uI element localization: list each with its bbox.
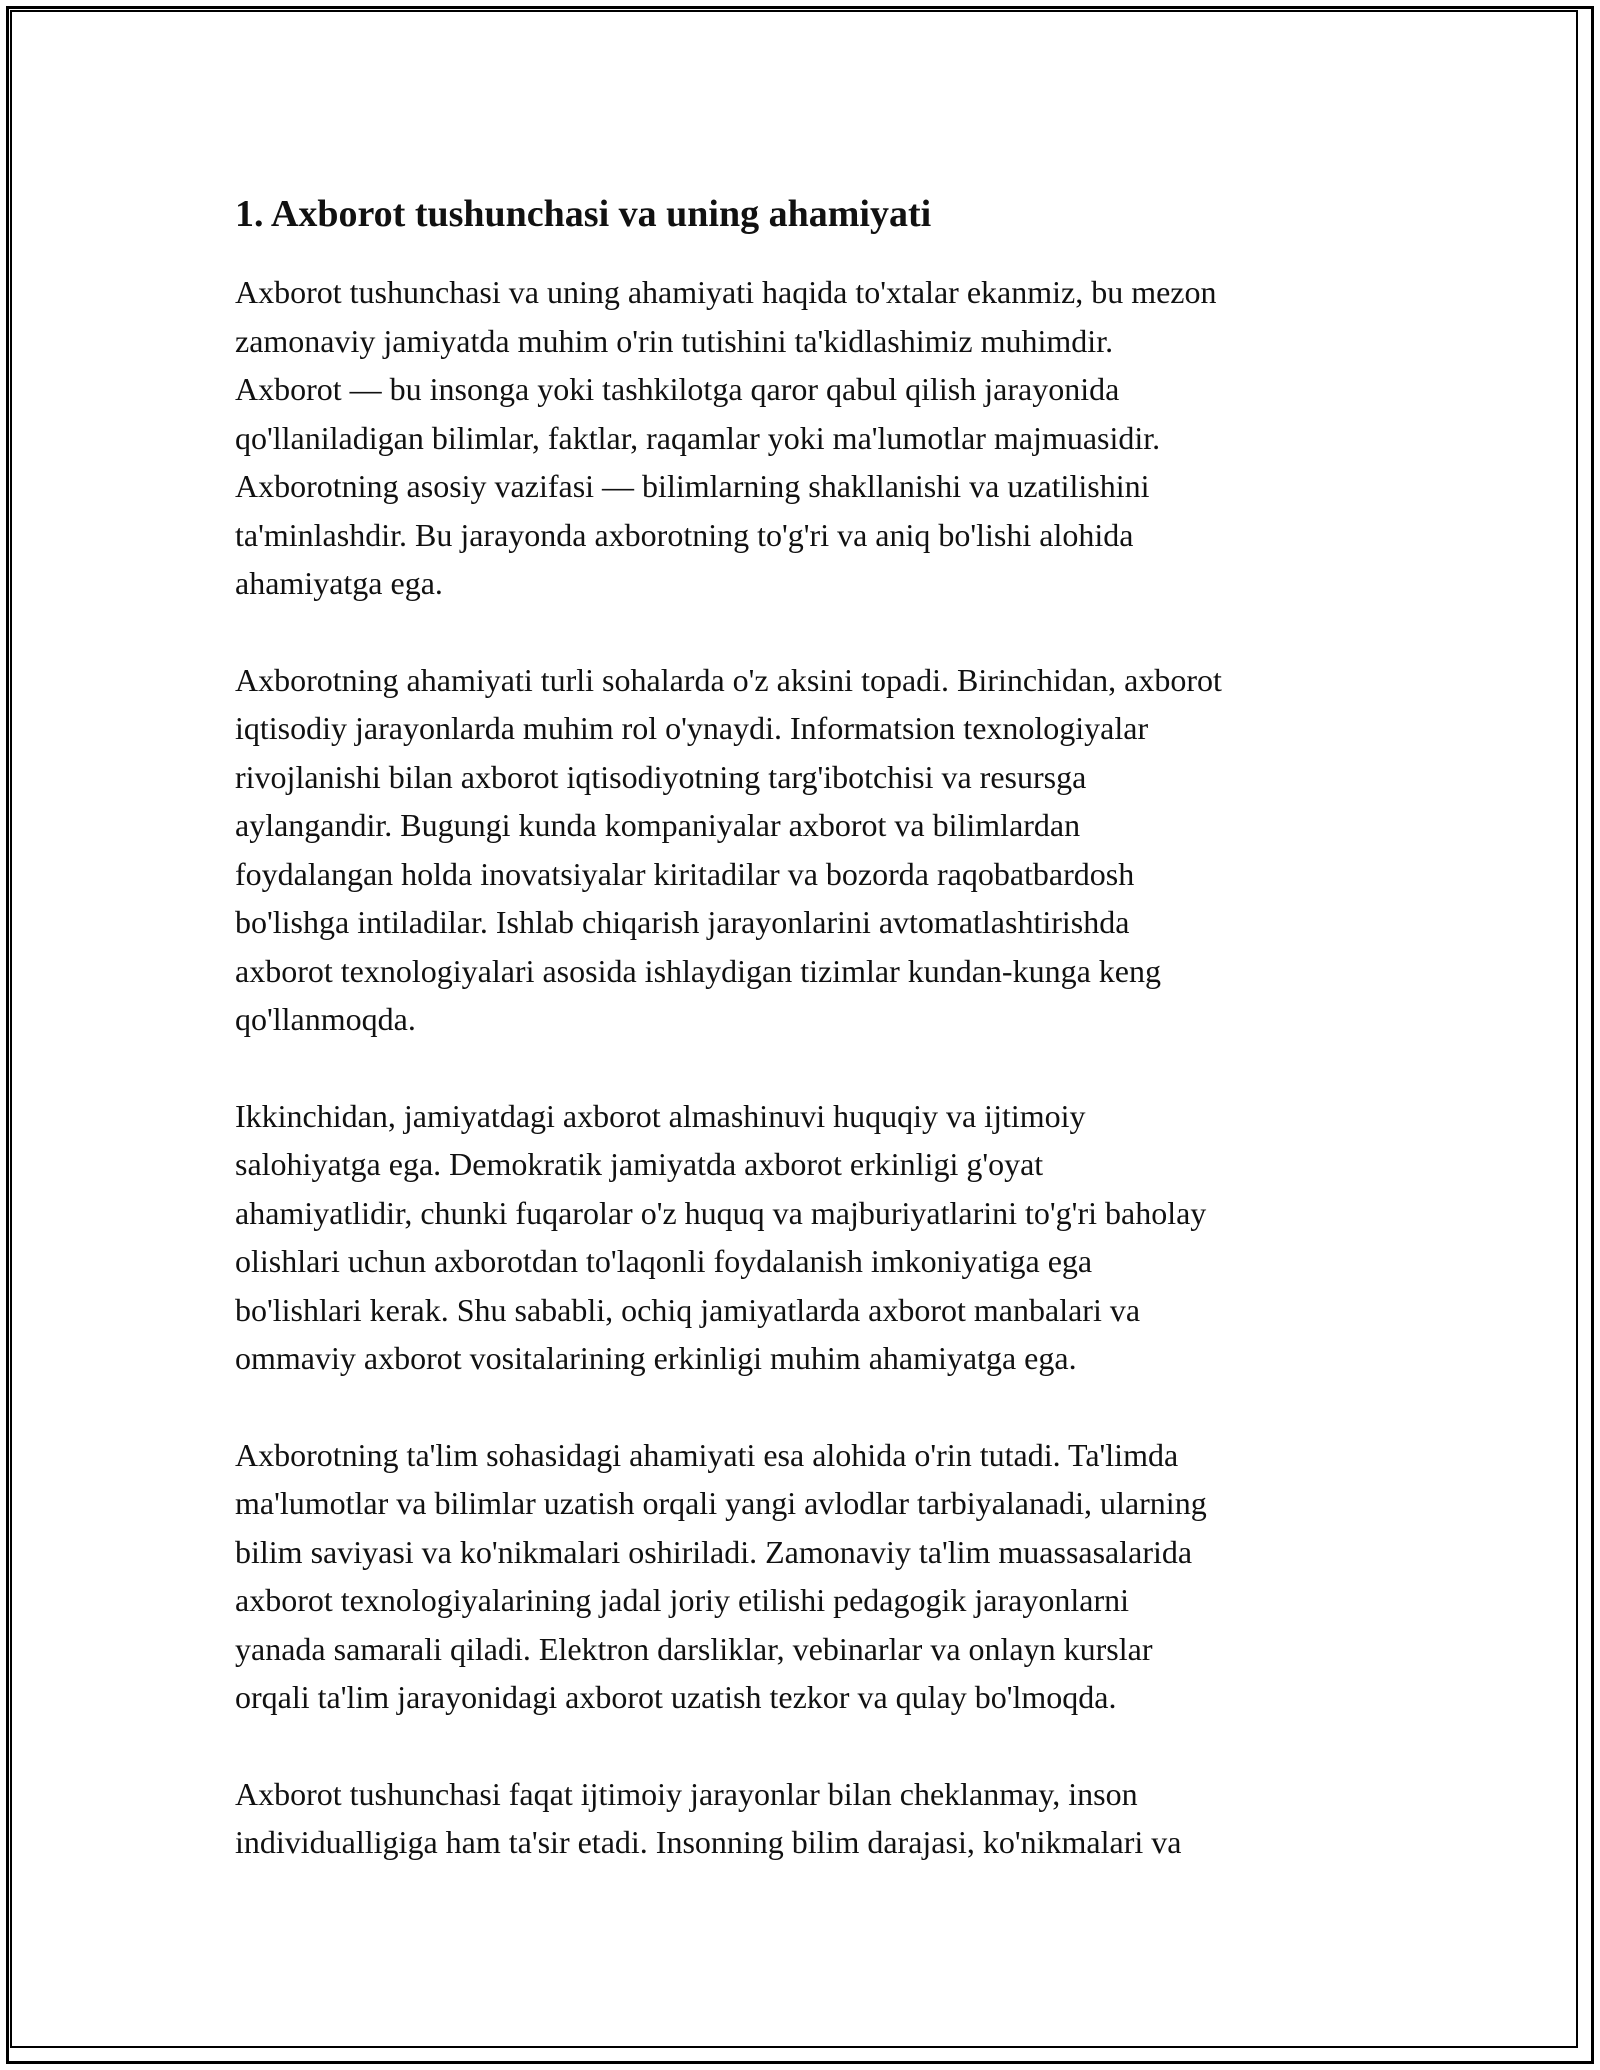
paragraph-4 [235,1431,1375,1722]
paragraph-5 [235,1770,1375,1867]
text-line: individualligiga ham ta'sir etadi. Insonning bilim darajasi, ko'nikmalari va [235,1824,1182,1860]
text-line: bo'lishga intiladilar. Ishlab chiqarish jarayonlarini avtomatlashtirishda [235,904,1130,940]
section-heading: 1. Axborot tushunchasi va uning ahamiyati [235,193,932,235]
text-line: Axborotning ta'lim sohasidagi ahamiyati esa alohida o'rin tutadi. Ta'limda [235,1436,1179,1473]
text-line: Axborot tushunchasi va uning ahamiyati haqida to'xtalar ekanmiz, bu mezon [235,274,1217,310]
text-line: Ikkinchidan, jamiyatdagi axborot almashinuvi huquqiy va ijtimoiy [235,1097,1086,1134]
text-line: rivojlanishi bilan axborot iqtisodiyotning targ'ibotchisi va resursga [235,758,1087,795]
text-line: Axborot tushunchasi faqat ijtimoiy jarayonlar bilan cheklanmay, inson [235,1775,1138,1812]
text-line: axborot texnologiyalarining jadal joriy etilishi pedagogik jarayonlarni [235,1582,1129,1618]
text-line: salohiyatga ega. Demokratik jamiyatda axborot erkinligi g'oyat [235,1146,1044,1182]
text-line: ommaviy axborot vositalarining erkinligi muhim ahamiyatga ega. [235,1340,1077,1376]
text-line: Axborotning asosiy vazifasi — bilimlarning shakllanishi va uzatilishini [235,468,1150,504]
text-line: yanada samarali qiladi. Elektron darsliklar, vebinarlar va onlayn kurslar [235,1630,1153,1667]
text-line: ta'minlashdir. Bu jarayonda axborotning to'g'ri va aniq bo'lishi alohida [235,516,1134,553]
text-line: bo'lishlari kerak. Shu sababli, ochiq jamiyatlarda axborot manbalari va [235,1291,1141,1328]
text-line: Axborotning ahamiyati turli sohalarda o'z aksini topadi. Birinchidan, axborot [235,661,1222,698]
paragraph-1 [235,268,1375,608]
text-line: ahamiyatlidir, chunki fuqarolar o'z huquq va majburiyatlarini to'g'ri baholay [235,1194,1207,1231]
paragraph-2 [235,656,1375,1044]
text-line: olishlari uchun axborotdan to'laqonli foydalanish imkoniyatiga ega [235,1243,1093,1279]
text-line: axborot texnologiyalari asosida ishlaydigan tizimlar kundan-kunga keng [235,952,1161,989]
text-line: qo'llanmoqda. [235,1001,416,1037]
text-line: Axborot — bu insonga yoki tashkilotga qaror qabul qilish jarayonida [235,371,1120,407]
paragraph-3 [235,1092,1375,1383]
text-line: zamonaviy jamiyatda muhim o'rin tutishini ta'kidlashimiz muhimdir. [235,322,1114,359]
document-body [235,188,1375,1915]
text-line: ma'lumotlar va bilimlar uzatish orqali yangi avlodlar tarbiyalanadi, ularning [235,1485,1207,1521]
text-line: orqali ta'lim jarayonidagi axborot uzatish tezkor va qulay bo'lmoqda. [235,1679,1117,1715]
text-line: bilim saviyasi va ko'nikmalari oshiriladi. Zamonaviy ta'lim muassasalarida [235,1533,1193,1570]
text-line: foydalangan holda inovatsiyalar kiritadilar va bozorda raqobatbardosh [235,855,1135,892]
text-line: ahamiyatga ega. [235,565,443,601]
text-line: iqtisodiy jarayonlarda muhim rol o'ynaydi. Informatsion texnologiyalar [235,710,1149,746]
text-line: aylangandir. Bugungi kunda kompaniyalar axborot va bilimlardan [235,807,1081,843]
text-line: qo'llaniladigan bilimlar, faktlar, raqamlar yoki ma'lumotlar majmuasidir. [235,419,1161,456]
